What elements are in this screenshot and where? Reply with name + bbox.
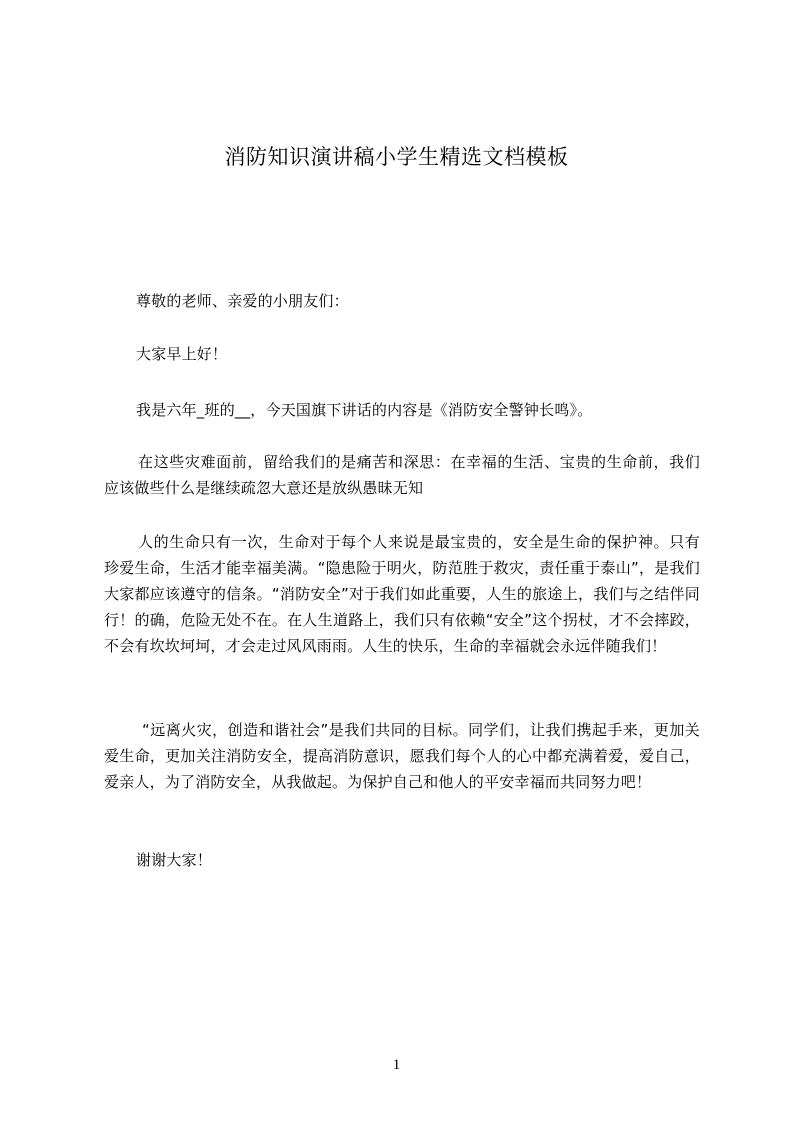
- life-safety-paragraph: 人的生命只有一次，生命对于每个人来说是最宝贵的，安全是生命的保护神。只有珍爱生命，生活才能幸福美满。“隐患险于明火，防范胜于救灾，责任重于泰山”，是我们大家都应该遵守的信条。“消防安全”对于我们如此重要，人生的旅途上，我们与之结伴同行！的确，危险无处不在。在人生道路上，我们只有依赖“安全”这个拐杖，才不会摔跤，不会有坎坎坷坷，才会走过风风雨雨。人生的快乐，生命的幸福就会永远伴随我们！: [104, 533, 700, 655]
- call-to-action-paragraph: “远离火灾，创造和谐社会”是我们共同的目标。同学们，让我们携起手来，更加关爱生命，更加关注消防安全，提高消防意识，愿我们每个人的心中都充满着爱，爱自己，爱亲人，为了消防安全，从我做起。为保护自己和他人的平安幸福而共同努力吧！: [104, 721, 700, 791]
- greeting-paragraph: 尊敬的老师、亲爱的小朋友们：: [136, 292, 349, 310]
- reflection-paragraph: 在这些灾难面前，留给我们的是痛苦和深思：在幸福的生活、宝贵的生命前，我们应该做些什么是继续疏忽大意还是放纵愚昧无知: [104, 453, 700, 497]
- intro-paragraph: 我是六年_班的__，今天国旗下讲话的内容是《消防安全警钟长鸣》。: [136, 401, 593, 419]
- document-title: 消防知识演讲稿小学生精选文档模板: [224, 145, 569, 169]
- page-number: 1: [392, 1057, 401, 1073]
- closing-paragraph: 谢谢大家！: [136, 851, 213, 869]
- morning-greeting-paragraph: 大家早上好！: [136, 345, 228, 363]
